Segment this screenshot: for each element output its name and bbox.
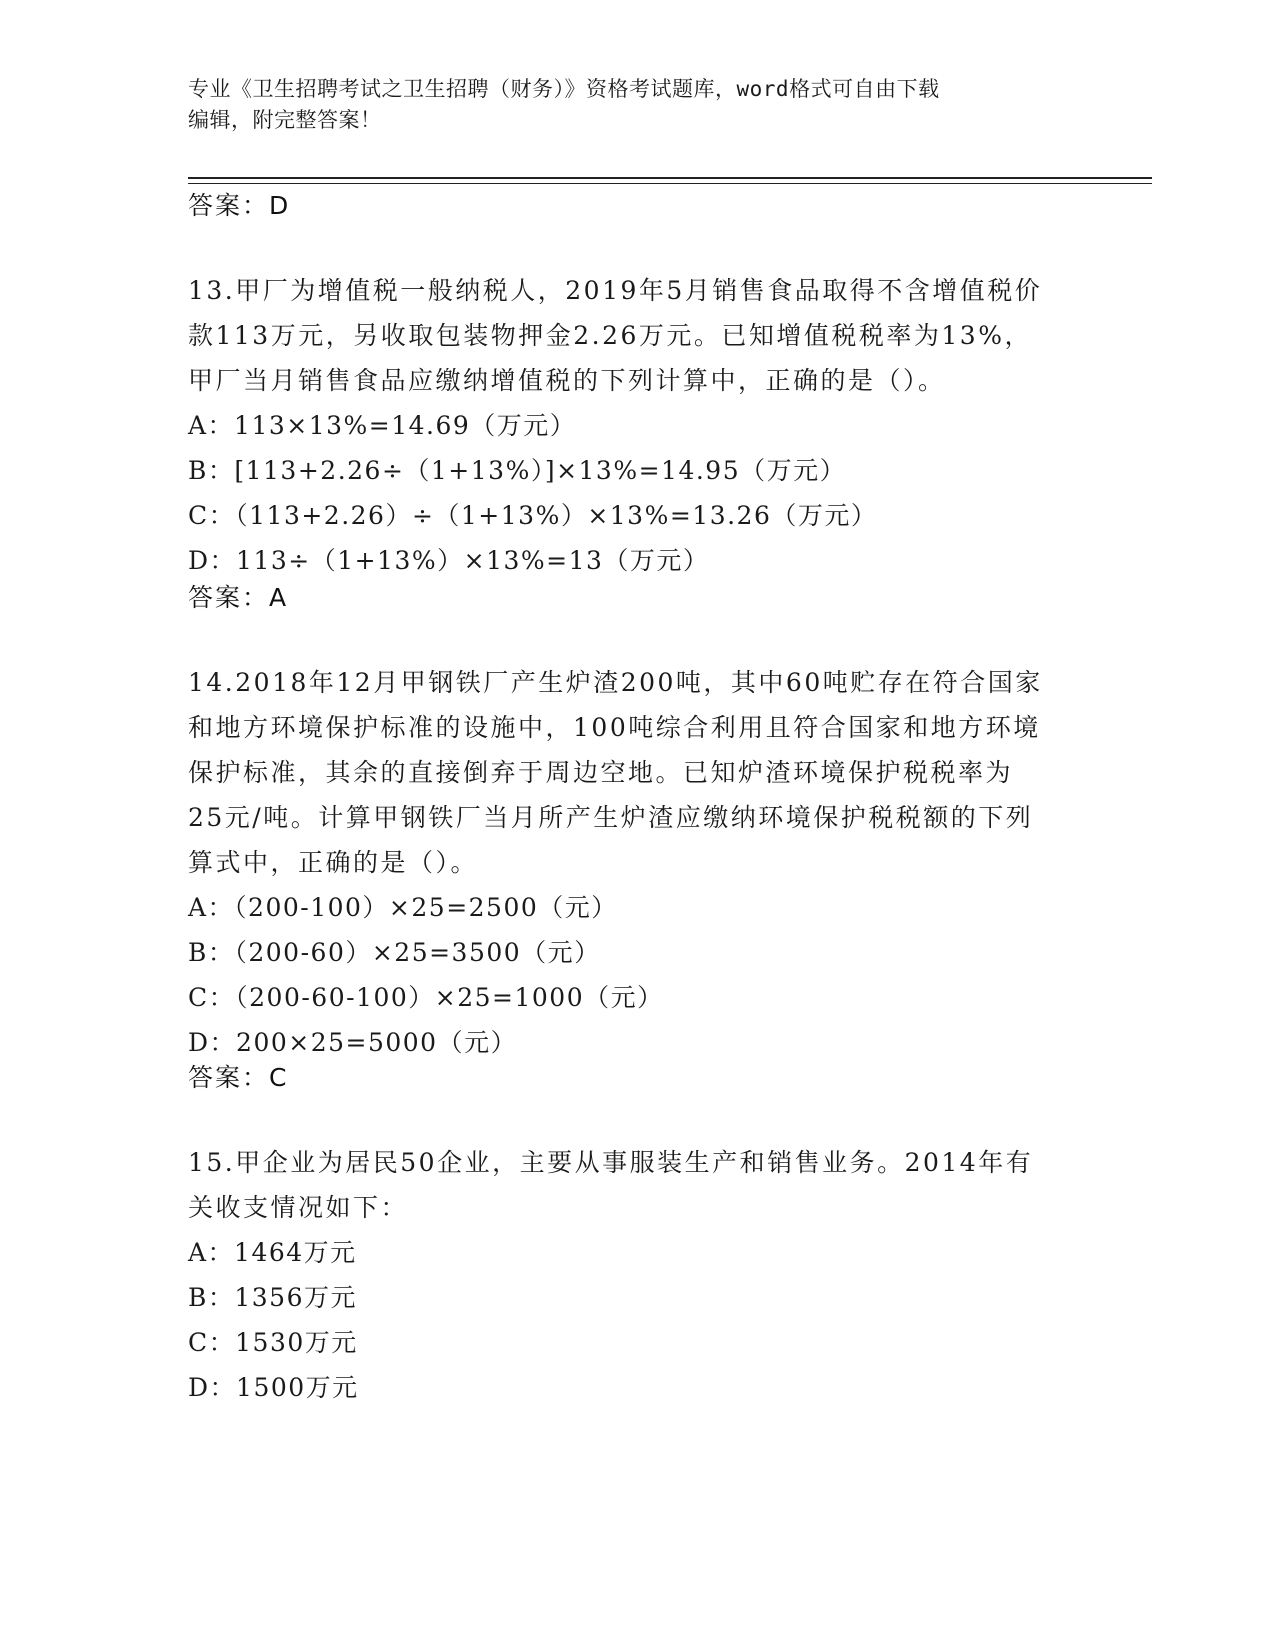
document-header	[188, 74, 1078, 136]
answer-14: 答案：C	[188, 1063, 289, 1092]
option-b: B：1356万元	[188, 1283, 357, 1312]
option-b: B：[113+2.26÷（1+13%）]×13%=14.95（万元）	[188, 456, 847, 485]
answer-previous: 答案：D	[188, 191, 291, 220]
question-15	[188, 1140, 1088, 1410]
header-rule-thick	[188, 177, 1152, 179]
option-d: D：1500万元	[188, 1373, 359, 1402]
question-14	[188, 660, 1088, 1065]
option-c: C：1530万元	[188, 1328, 358, 1357]
question-stem-line: 甲厂当月销售食品应缴纳增值税的下列计算中，正确的是（）。	[188, 366, 946, 395]
header-line-2: 编辑，附完整答案！	[188, 108, 382, 132]
answer-13: 答案：A	[188, 583, 289, 612]
option-d: D：113÷（1+13%）×13%=13（万元）	[188, 546, 710, 575]
header-rule-thin	[188, 183, 1152, 184]
option-d: D：200×25=5000（元）	[188, 1028, 518, 1057]
question-stem-line: 15.甲企业为居民50企业，主要从事服装生产和销售业务。2014年有	[188, 1148, 1034, 1177]
question-stem-line: 和地方环境保护标准的设施中，100吨综合利用且符合国家和地方环境	[188, 713, 1041, 742]
question-stem-line: 14.2018年12月甲钢铁厂产生炉渣200吨，其中60吨贮存在符合国家	[188, 668, 1043, 697]
option-a: A：113×13%=14.69（万元）	[188, 411, 577, 440]
question-stem-line: 13.甲厂为增值税一般纳税人，2019年5月销售食品取得不含增值税价	[188, 276, 1043, 305]
header-line-1: 专业《卫生招聘考试之卫生招聘（财务）》资格考试题库，word格式可自由下载	[188, 77, 940, 101]
option-a: A：1464万元	[188, 1238, 357, 1267]
question-stem-line: 算式中，正确的是（）。	[188, 848, 479, 877]
option-c: C：（200-60-100）×25=1000（元）	[188, 983, 664, 1012]
question-stem-line: 25元/吨。计算甲钢铁厂当月所产生炉渣应缴纳环境保护税税额的下列	[188, 803, 1034, 832]
option-a: A：（200-100）×25=2500（元）	[188, 893, 618, 922]
question-stem-line: 款113万元，另收取包装物押金2.26万元。已知增值税税率为13%，	[188, 321, 1032, 350]
option-b: B：（200-60）×25=3500（元）	[188, 938, 601, 967]
question-13	[188, 268, 1088, 583]
option-c: C：（113+2.26）÷（1+13%）×13%=13.26（万元）	[188, 501, 878, 530]
question-stem-line: 关收支情况如下：	[188, 1193, 409, 1222]
question-stem-line: 保护标准，其余的直接倒弃于周边空地。已知炉渣环境保护税税率为	[188, 758, 1014, 787]
